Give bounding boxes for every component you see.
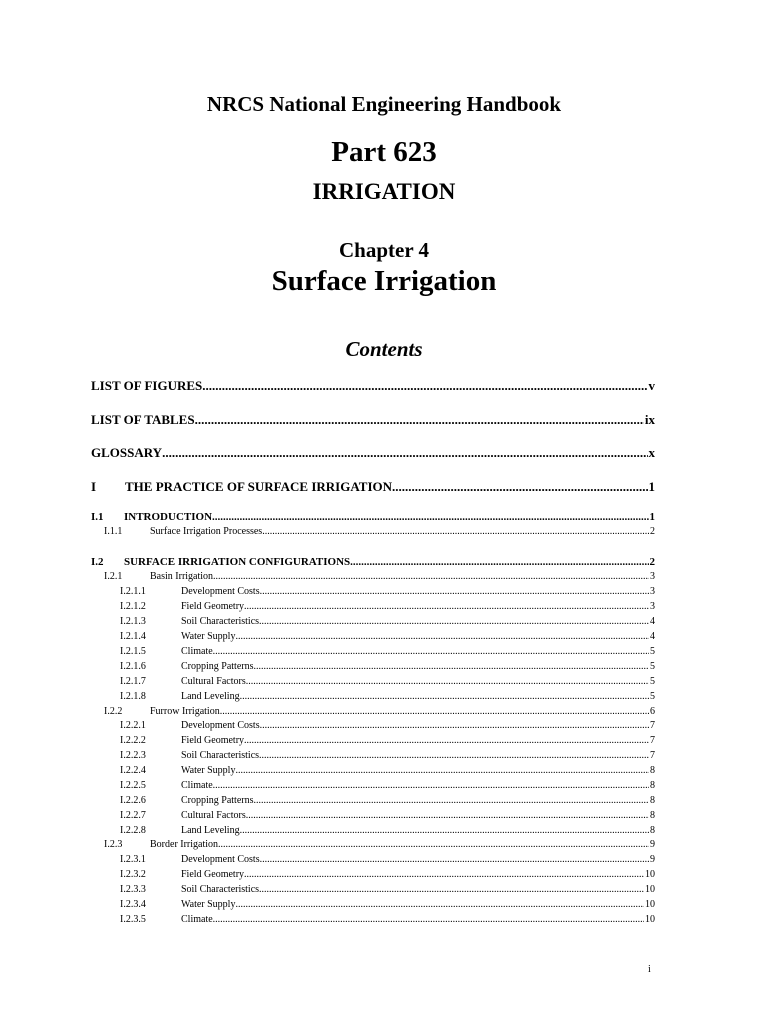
dot-leader xyxy=(235,765,649,776)
dot-leader xyxy=(262,526,649,537)
toc-entry[interactable] xyxy=(120,601,655,612)
toc-entry[interactable] xyxy=(120,899,655,910)
toc-entry-label: Water Supply xyxy=(181,899,236,910)
toc-entry-label: Climate xyxy=(181,914,213,925)
toc-entry-number: I.2.2.8 xyxy=(120,825,146,836)
toc-entry-number: I.2.3.2 xyxy=(120,869,146,880)
dot-leader xyxy=(235,899,644,910)
toc-entry-page: 8 xyxy=(650,825,655,836)
toc-entry-number: I.2.2.3 xyxy=(120,750,146,761)
toc-entry-label: Soil Characteristics xyxy=(181,750,260,761)
toc-entry-page: 4 xyxy=(650,616,655,627)
toc-entry[interactable] xyxy=(120,869,655,880)
toc-entry[interactable] xyxy=(120,720,655,731)
toc-entry[interactable] xyxy=(120,765,655,776)
toc-entry[interactable] xyxy=(120,676,655,687)
toc-entry-label: GLOSSARY xyxy=(91,445,163,460)
dot-leader xyxy=(213,646,649,657)
handbook-title: NRCS National Engineering Handbook xyxy=(206,92,562,116)
dot-leader xyxy=(162,445,647,461)
toc-entry-page: 6 xyxy=(650,706,655,717)
toc-entry[interactable] xyxy=(120,795,655,806)
dot-leader xyxy=(260,586,649,597)
toc-entry-page: 3 xyxy=(650,586,655,597)
dot-leader xyxy=(202,378,647,394)
toc-entry-number: I.2.3.1 xyxy=(120,854,146,865)
toc-entry[interactable] xyxy=(104,839,655,850)
toc-entry-label: Land Leveling xyxy=(181,691,240,702)
toc-entry-number: I.2.2.6 xyxy=(120,795,146,806)
toc-entry-label: Water Supply xyxy=(181,631,236,642)
toc-entry-label: SURFACE IRRIGATION CONFIGURATIONS xyxy=(124,556,351,568)
chapter-number: Chapter 4 xyxy=(338,238,430,262)
dot-leader xyxy=(235,631,649,642)
toc-entry[interactable] xyxy=(104,526,655,537)
toc-entry-label: Basin Irrigation xyxy=(150,571,214,582)
dot-leader xyxy=(240,825,649,836)
toc-entry-number: I.2.2.4 xyxy=(120,765,146,776)
toc-entry-number: I.2.1 xyxy=(104,571,123,582)
dot-leader xyxy=(254,795,650,806)
toc-entry-number: I.2.2 xyxy=(104,706,123,717)
toc-entry-page: 4 xyxy=(650,631,655,642)
toc-entry-page: 9 xyxy=(650,854,655,865)
toc-entry-label: Soil Characteristics xyxy=(181,616,260,627)
toc-entry-page: 10 xyxy=(645,899,655,910)
toc-entry-number: I.2.3.3 xyxy=(120,884,146,895)
toc-entry-number: I.2.1.6 xyxy=(120,661,146,672)
toc-entry-number: I.2.1.5 xyxy=(120,646,146,657)
toc-entry-page: 5 xyxy=(650,676,655,687)
toc-entry-page: v xyxy=(648,378,655,393)
toc-entry-label: Development Costs xyxy=(181,854,260,865)
toc-entry[interactable] xyxy=(120,616,655,627)
dot-leader xyxy=(260,720,649,731)
toc-entry[interactable] xyxy=(91,479,655,495)
toc-entry-page: 8 xyxy=(650,810,655,821)
toc-entry[interactable] xyxy=(120,810,655,821)
toc-entry-number: I.2.1.7 xyxy=(120,676,146,687)
dot-leader xyxy=(254,661,650,672)
toc-entry[interactable] xyxy=(104,706,655,717)
toc-entry-number: I.2.1.2 xyxy=(120,601,146,612)
dot-leader xyxy=(244,735,649,746)
toc-entry-label: LIST OF TABLES xyxy=(91,412,195,427)
toc-entry-number: I.2.3.4 xyxy=(120,899,146,910)
toc-entry-label: THE PRACTICE OF SURFACE IRRIGATION xyxy=(125,479,393,494)
contents-heading: Contents xyxy=(345,337,423,361)
dot-leader xyxy=(350,556,648,568)
toc-entry-page: 1 xyxy=(649,511,655,523)
toc-entry[interactable] xyxy=(120,884,655,895)
toc-entry[interactable] xyxy=(120,631,655,642)
chapter-title: Surface Irrigation xyxy=(271,265,497,297)
toc-entry-page: 8 xyxy=(650,795,655,806)
toc-entry-number: I.2.1.3 xyxy=(120,616,146,627)
toc-entry[interactable] xyxy=(91,511,655,523)
toc-entry-page: 5 xyxy=(650,661,655,672)
toc-entry-page: 8 xyxy=(650,780,655,791)
toc-entry-number: I.2.2.7 xyxy=(120,810,146,821)
dot-leader xyxy=(218,839,649,850)
toc-entry-page: 2 xyxy=(649,556,655,568)
toc-entry[interactable] xyxy=(120,735,655,746)
toc-entry-page: 10 xyxy=(645,914,655,925)
toc-entry-number: I.2.2.5 xyxy=(120,780,146,791)
part-title: IRRIGATION xyxy=(312,179,456,204)
dot-leader xyxy=(246,676,649,687)
toc-entry-page: 10 xyxy=(645,884,655,895)
toc-entry-label: Field Geometry xyxy=(181,869,245,880)
toc-entry-label: Field Geometry xyxy=(181,735,245,746)
toc-entry-page: 5 xyxy=(650,691,655,702)
toc-entry-label: Development Costs xyxy=(181,586,260,597)
toc-entry-number: I.2.1.8 xyxy=(120,691,146,702)
toc-entry[interactable] xyxy=(104,571,655,582)
toc-entry[interactable] xyxy=(91,378,655,394)
dot-leader xyxy=(213,914,644,925)
toc-entry[interactable] xyxy=(120,646,655,657)
part-number: Part 623 xyxy=(331,136,437,168)
dot-leader xyxy=(244,869,644,880)
dot-leader xyxy=(259,884,644,895)
dot-leader xyxy=(195,412,644,428)
dot-leader xyxy=(392,479,647,495)
toc-entry[interactable] xyxy=(120,854,655,865)
toc-entry-label: Border Irrigation xyxy=(150,839,219,850)
toc-entry-label: Soil Characteristics xyxy=(181,884,260,895)
dot-leader xyxy=(213,780,649,791)
toc-entry-label: Water Supply xyxy=(181,765,236,776)
toc-entry-page: 2 xyxy=(650,526,655,537)
toc-entry-page: 8 xyxy=(650,765,655,776)
dot-leader xyxy=(259,750,649,761)
toc-entry-number: I xyxy=(91,479,97,494)
toc-entry-page: 7 xyxy=(650,720,655,731)
dot-leader xyxy=(240,691,649,702)
toc-entry[interactable] xyxy=(120,825,655,836)
toc-entry-page: 7 xyxy=(650,735,655,746)
toc-entry-label: LIST OF FIGURES xyxy=(91,378,203,393)
toc-entry-number: I.2.3.5 xyxy=(120,914,146,925)
toc-entry[interactable] xyxy=(120,780,655,791)
toc-entry-label: Surface Irrigation Processes xyxy=(150,526,263,537)
toc-entry-page: 1 xyxy=(648,479,655,494)
toc-entry[interactable] xyxy=(120,586,655,597)
toc-entry-label: Climate xyxy=(181,646,213,657)
toc-entry-number: I.2.1.4 xyxy=(120,631,146,642)
toc-entry-page: 7 xyxy=(650,750,655,761)
toc-entry-label: Field Geometry xyxy=(181,601,245,612)
dot-leader xyxy=(212,511,648,523)
toc-entry[interactable] xyxy=(120,691,655,702)
toc-entry-page: 9 xyxy=(650,839,655,850)
toc-entry[interactable] xyxy=(91,556,655,568)
toc-entry-label: Cultural Factors xyxy=(181,810,246,821)
toc-entry-label: Development Costs xyxy=(181,720,260,731)
toc-entry[interactable] xyxy=(120,914,655,925)
toc-entry-label: Cropping Patterns xyxy=(181,661,254,672)
toc-entry-number: I.2.3 xyxy=(104,839,123,850)
page-number: i xyxy=(648,964,651,975)
toc-entry[interactable] xyxy=(120,750,655,761)
toc-entry-number: I.2.2.1 xyxy=(120,720,146,731)
toc-entry-label: Furrow Irrigation xyxy=(150,706,220,717)
toc-entry-number: I.2 xyxy=(91,556,104,568)
toc-entry-label: Cultural Factors xyxy=(181,676,246,687)
toc-entry-label: Land Leveling xyxy=(181,825,240,836)
toc-entry-page: 3 xyxy=(650,571,655,582)
toc-entry[interactable] xyxy=(91,445,655,461)
toc-entry-page: 5 xyxy=(650,646,655,657)
toc-entry-number: I.1.1 xyxy=(104,526,123,537)
dot-leader xyxy=(244,601,649,612)
toc-entry-number: I.2.1.1 xyxy=(120,586,146,597)
dot-leader xyxy=(260,854,649,865)
dot-leader xyxy=(246,810,649,821)
toc-entry[interactable] xyxy=(91,412,655,428)
toc-entry-page: x xyxy=(648,445,655,460)
toc-entry-label: Climate xyxy=(181,780,213,791)
toc-entry-page: ix xyxy=(644,412,655,427)
dot-leader xyxy=(220,706,649,717)
toc-entry[interactable] xyxy=(120,661,655,672)
toc-entry-page: 10 xyxy=(645,869,655,880)
toc-entry-number: I.2.2.2 xyxy=(120,735,146,746)
toc-entry-label: INTRODUCTION xyxy=(124,511,213,523)
dot-leader xyxy=(213,571,649,582)
toc-entry-number: I.1 xyxy=(91,511,104,523)
dot-leader xyxy=(259,616,649,627)
toc-entry-label: Cropping Patterns xyxy=(181,795,254,806)
toc-entry-page: 3 xyxy=(650,601,655,612)
